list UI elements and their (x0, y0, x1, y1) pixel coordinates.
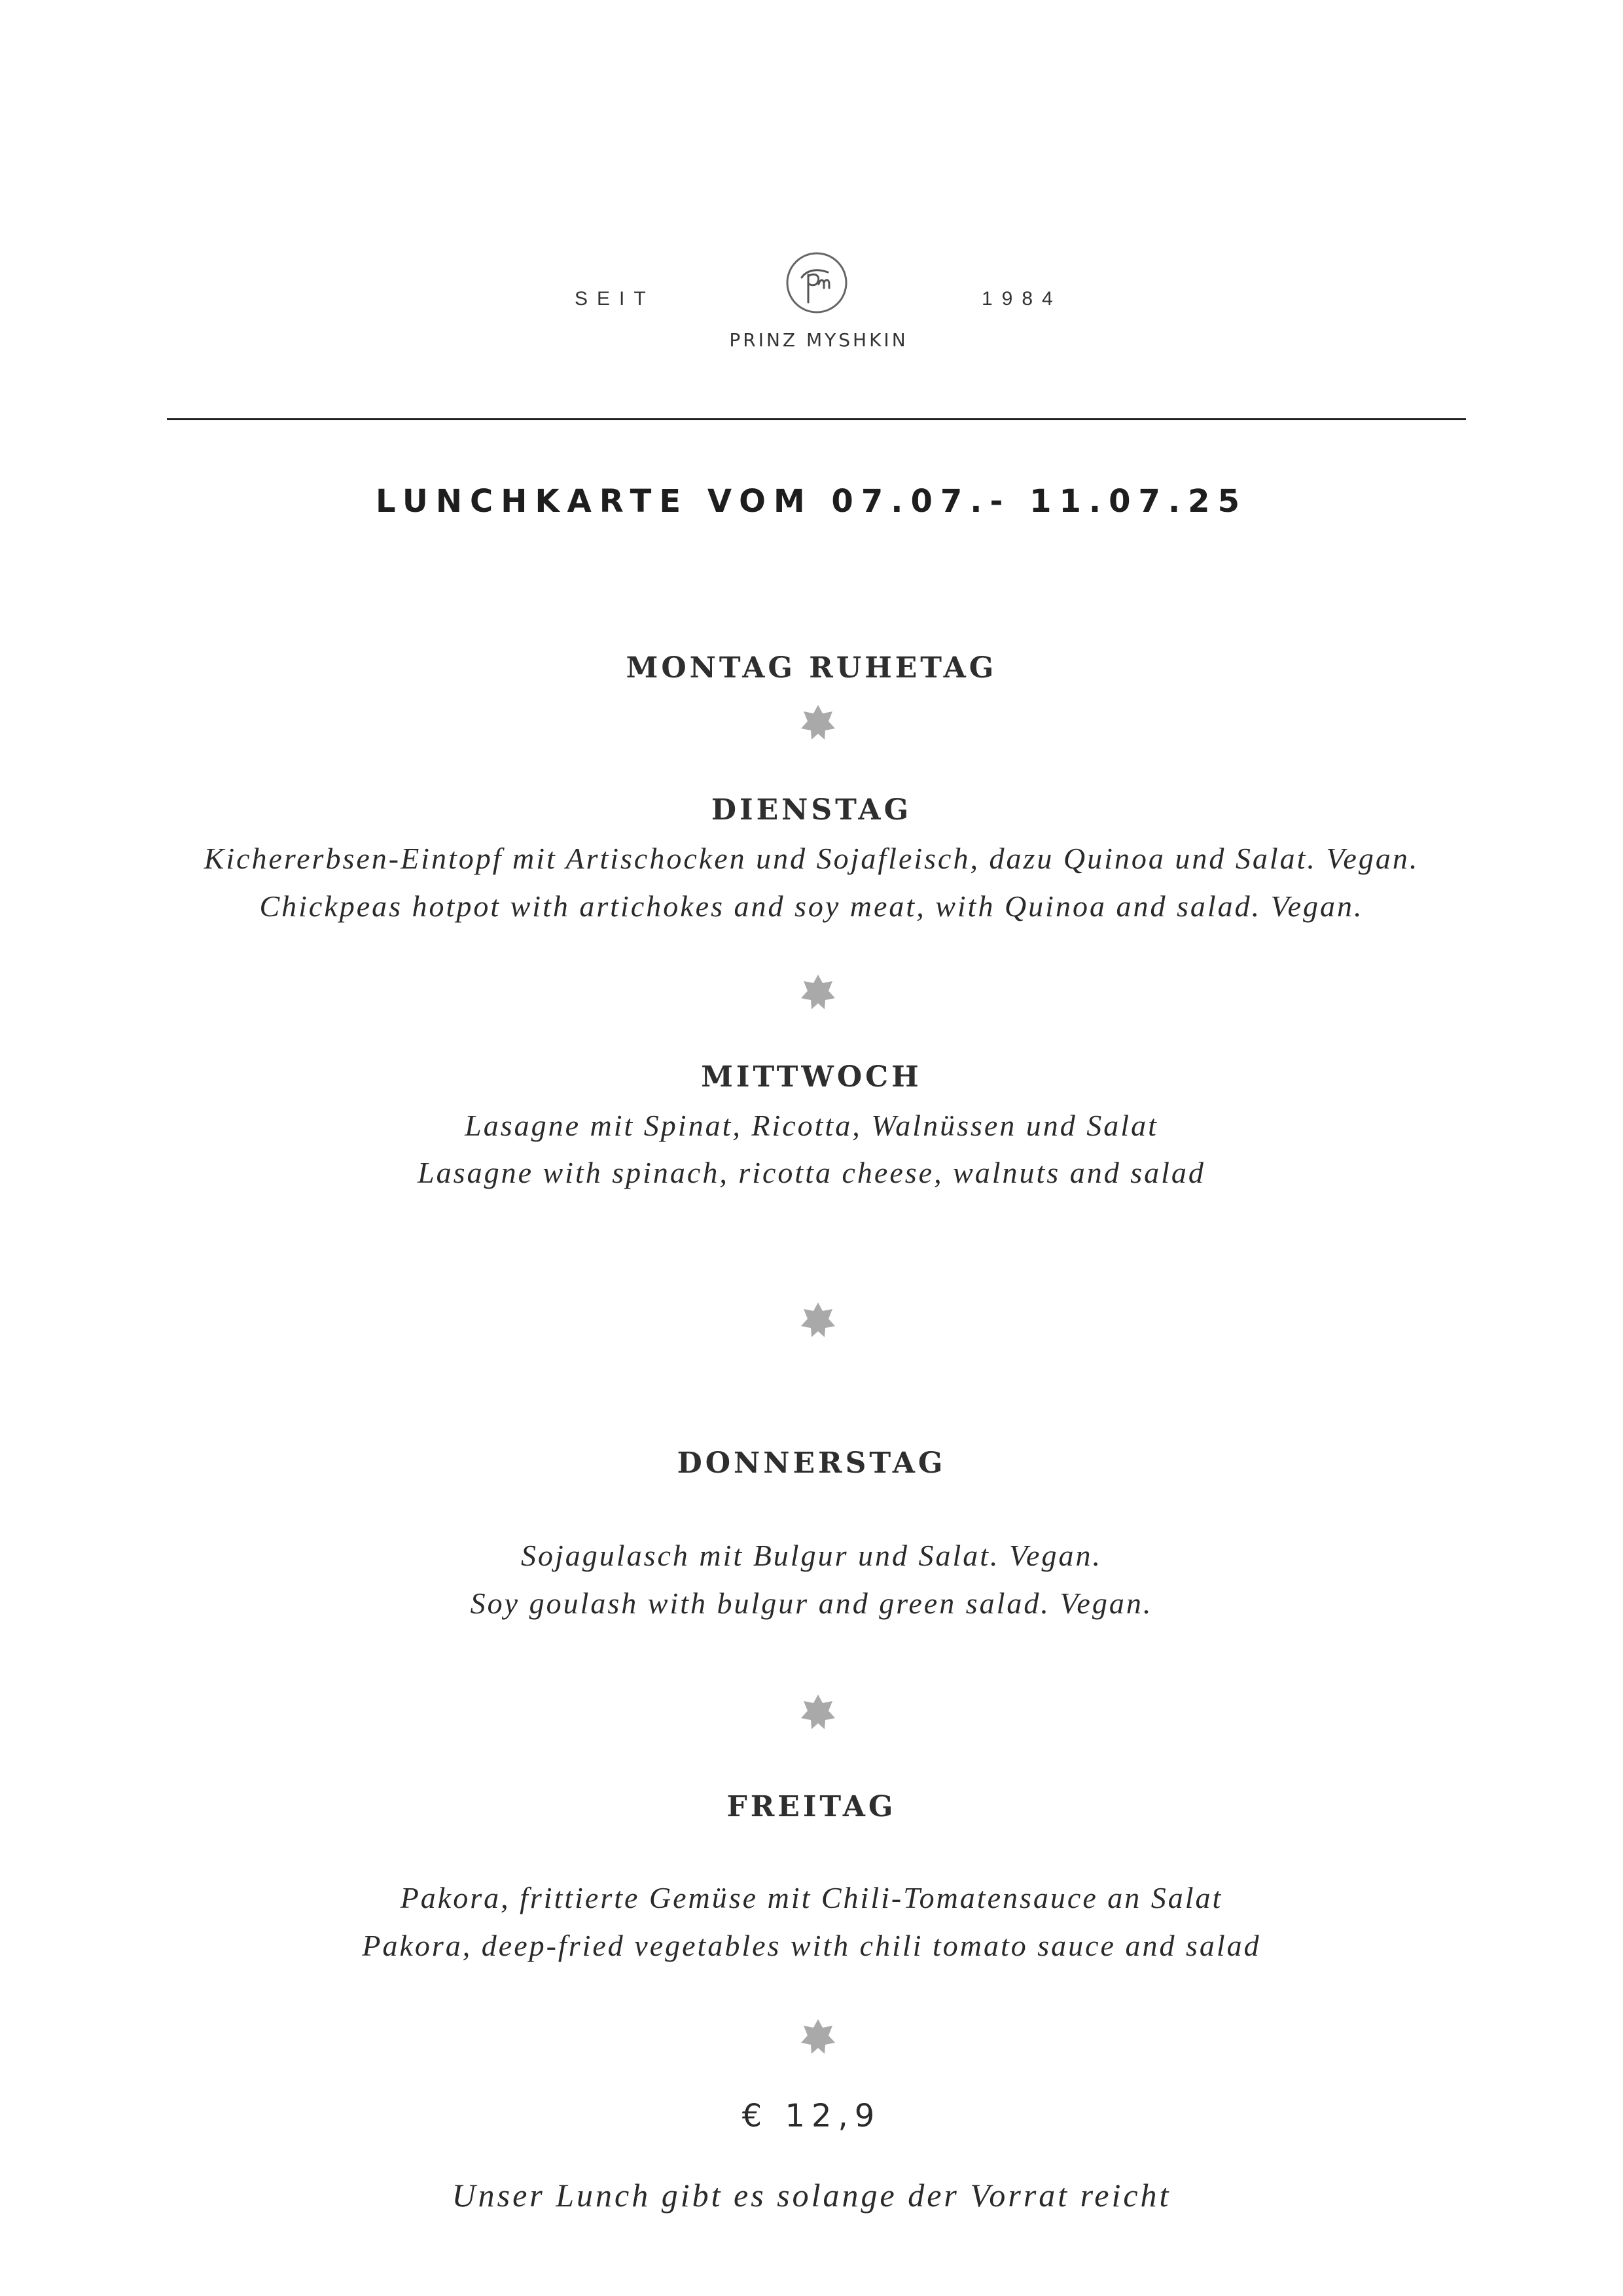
dish-line-mittwoch-en: Lasagne with spinach, ricotta cheese, walnuts and salad (418, 1156, 1205, 1189)
prinz-myshkin-logo (782, 250, 851, 319)
dish-line-freitag-en: Pakora, deep-fried vegetables with chili tomato sauce and salad (362, 1929, 1261, 1962)
star-divider-icon (800, 1301, 836, 1338)
star-divider-icon (800, 704, 836, 740)
dish-line-dienstag-de: Kichererbsen-Eintopf mit Artischocken und Sojafleisch, dazu Quinoa und Salat. Vegan. (204, 842, 1419, 875)
dish-line-mittwoch-de: Lasagne mit Spinat, Ricotta, Walnüssen und Salat (465, 1109, 1158, 1142)
logo-emblem-icon (782, 250, 851, 319)
star-divider-icon (800, 1693, 836, 1730)
day-title-mittwoch: MITTWOCH (701, 1060, 922, 1094)
header-seit-label: SEIT (575, 288, 655, 310)
star-divider-icon (800, 973, 836, 1010)
day-title-donnerstag: DONNERSTAG (677, 1446, 946, 1480)
header-divider (167, 418, 1466, 420)
dish-line-donnerstag-en: Soy goulash with bulgur and green salad. Vegan. (470, 1587, 1153, 1620)
star-divider-icon (800, 2018, 836, 2054)
dish-line-freitag-de: Pakora, frittierte Gemüse mit Chili-Tomatensauce an Salat (400, 1881, 1223, 1914)
footer-note: Unser Lunch gibt es solange der Vorrat reicht (452, 2177, 1171, 2214)
dish-line-dienstag-en: Chickpeas hotpot with artichokes and soy meat, with Quinoa and salad. Vegan. (259, 889, 1364, 923)
day-title-freitag: FREITAG (726, 1790, 897, 1823)
header-year-label: 1984 (982, 288, 1062, 310)
lunch-price: € 12,9 (741, 2098, 882, 2134)
day-title-montag: MONTAG RUHETAG (626, 651, 997, 685)
brand-name: PRINZ MYSHKIN (729, 329, 908, 351)
dish-line-donnerstag-de: Sojagulasch mit Bulgur und Salat. Vegan. (521, 1539, 1102, 1572)
day-title-dienstag: DIENSTAG (711, 793, 912, 827)
page-title: LUNCHKARTE VOM 07.07.- 11.07.25 (376, 483, 1247, 520)
